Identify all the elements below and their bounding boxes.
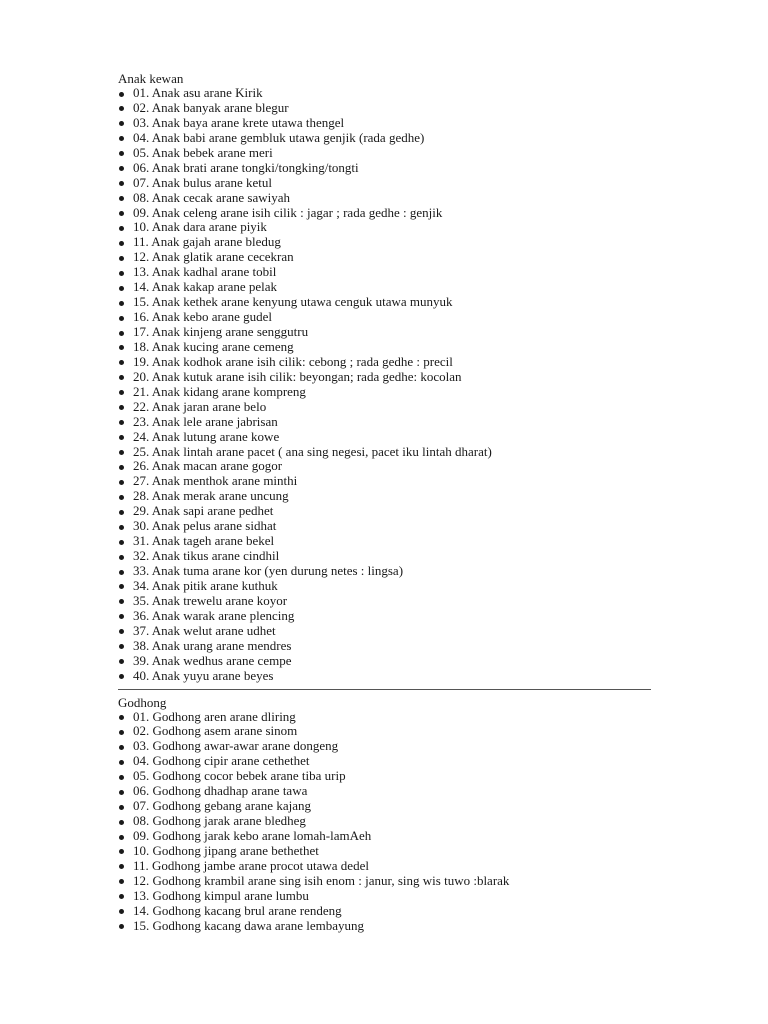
- item-list: [118, 86, 658, 684]
- list-item: 15. Anak kethek arane kenyung utawa cenguk utawa munyuk: [118, 295, 658, 310]
- list-item: 01. Anak asu arane Kirik: [118, 86, 658, 101]
- list-item: 22. Anak jaran arane belo: [118, 400, 658, 415]
- list-item: 04. Godhong cipir arane cethethet: [118, 754, 658, 769]
- list-item: 07. Godhong gebang arane kajang: [118, 799, 658, 814]
- list-item: 26. Anak macan arane gogor: [118, 459, 658, 474]
- list-item: 11. Anak gajah arane bledug: [118, 235, 658, 250]
- section-title: Anak kewan: [118, 71, 184, 86]
- list-item: 24. Anak lutung arane kowe: [118, 430, 658, 445]
- list-item: 02. Anak banyak arane blegur: [118, 101, 658, 116]
- list-item: 11. Godhong jambe arane procot utawa dedel: [118, 859, 658, 874]
- list-item: 34. Anak pitik arane kuthuk: [118, 579, 658, 594]
- list-item: 06. Godhong dhadhap arane tawa: [118, 784, 658, 799]
- list-item: 23. Anak lele arane jabrisan: [118, 415, 658, 430]
- list-item: 40. Anak yuyu arane beyes: [118, 669, 658, 684]
- list-item: 21. Anak kidang arane kompreng: [118, 385, 658, 400]
- list-item: 28. Anak merak arane uncung: [118, 489, 658, 504]
- list-item: 08. Godhong jarak arane bledheg: [118, 814, 658, 829]
- section-title: Godhong: [118, 694, 167, 710]
- list-item: 02. Godhong asem arane sinom: [118, 724, 658, 739]
- list-item: 30. Anak pelus arane sidhat: [118, 519, 658, 534]
- list-item: 15. Godhong kacang dawa arane lembayung: [118, 919, 658, 934]
- list-item: 08. Anak cecak arane sawiyah: [118, 191, 658, 206]
- list-item: 03. Anak baya arane krete utawa thengel: [118, 116, 658, 131]
- list-item: 09. Godhong jarak kebo arane lomah-lamAeh: [118, 829, 658, 844]
- section-divider: [118, 689, 651, 690]
- list-item: 31. Anak tageh arane bekel: [118, 534, 658, 549]
- list-item: 09. Anak celeng arane isih cilik : jagar ; rada gedhe : genjik: [118, 206, 658, 221]
- list-item: 27. Anak menthok arane minthi: [118, 474, 658, 489]
- list-item: 05. Godhong cocor bebek arane tiba urip: [118, 769, 658, 784]
- list-item: 36. Anak warak arane plencing: [118, 609, 658, 624]
- list-item: 14. Godhong kacang brul arane rendeng: [118, 904, 658, 919]
- list-item: 03. Godhong awar-awar arane dongeng: [118, 739, 658, 754]
- list-item: 06. Anak brati arane tongki/tongking/tongti: [118, 161, 658, 176]
- section-godhong: [118, 695, 658, 934]
- list-item: 38. Anak urang arane mendres: [118, 639, 658, 654]
- list-item: 04. Anak babi arane gembluk utawa genjik (rada gedhe): [118, 131, 658, 146]
- document-page: [118, 71, 658, 934]
- list-item: 32. Anak tikus arane cindhil: [118, 549, 658, 564]
- item-list: [118, 710, 658, 934]
- list-item: 19. Anak kodhok arane isih cilik: cebong ; rada gedhe : precil: [118, 355, 658, 370]
- list-item: 25. Anak lintah arane pacet ( ana sing negesi, pacet iku lintah dharat): [118, 445, 658, 460]
- list-item: 10. Godhong jipang arane bethethet: [118, 844, 658, 859]
- list-item: 17. Anak kinjeng arane senggutru: [118, 325, 658, 340]
- list-item: 07. Anak bulus arane ketul: [118, 176, 658, 191]
- list-item: 01. Godhong aren arane dliring: [118, 710, 658, 725]
- list-item: 16. Anak kebo arane gudel: [118, 310, 658, 325]
- list-item: 12. Anak glatik arane cecekran: [118, 250, 658, 265]
- list-item: 18. Anak kucing arane cemeng: [118, 340, 658, 355]
- list-item: 12. Godhong krambil arane sing isih enom : janur, sing wis tuwo :blarak: [118, 874, 658, 889]
- list-item: 10. Anak dara arane piyik: [118, 220, 658, 235]
- list-item: 13. Anak kadhal arane tobil: [118, 265, 658, 280]
- section-anak-kewan: [118, 71, 658, 684]
- list-item: 39. Anak wedhus arane cempe: [118, 654, 658, 669]
- list-item: 13. Godhong kimpul arane lumbu: [118, 889, 658, 904]
- list-item: 05. Anak bebek arane meri: [118, 146, 658, 161]
- list-item: 35. Anak trewelu arane koyor: [118, 594, 658, 609]
- list-item: 33. Anak tuma arane kor (yen durung netes : lingsa): [118, 564, 658, 579]
- list-item: 20. Anak kutuk arane isih cilik: beyongan; rada gedhe: kocolan: [118, 370, 658, 385]
- list-item: 29. Anak sapi arane pedhet: [118, 504, 658, 519]
- list-item: 14. Anak kakap arane pelak: [118, 280, 658, 295]
- list-item: 37. Anak welut arane udhet: [118, 624, 658, 639]
